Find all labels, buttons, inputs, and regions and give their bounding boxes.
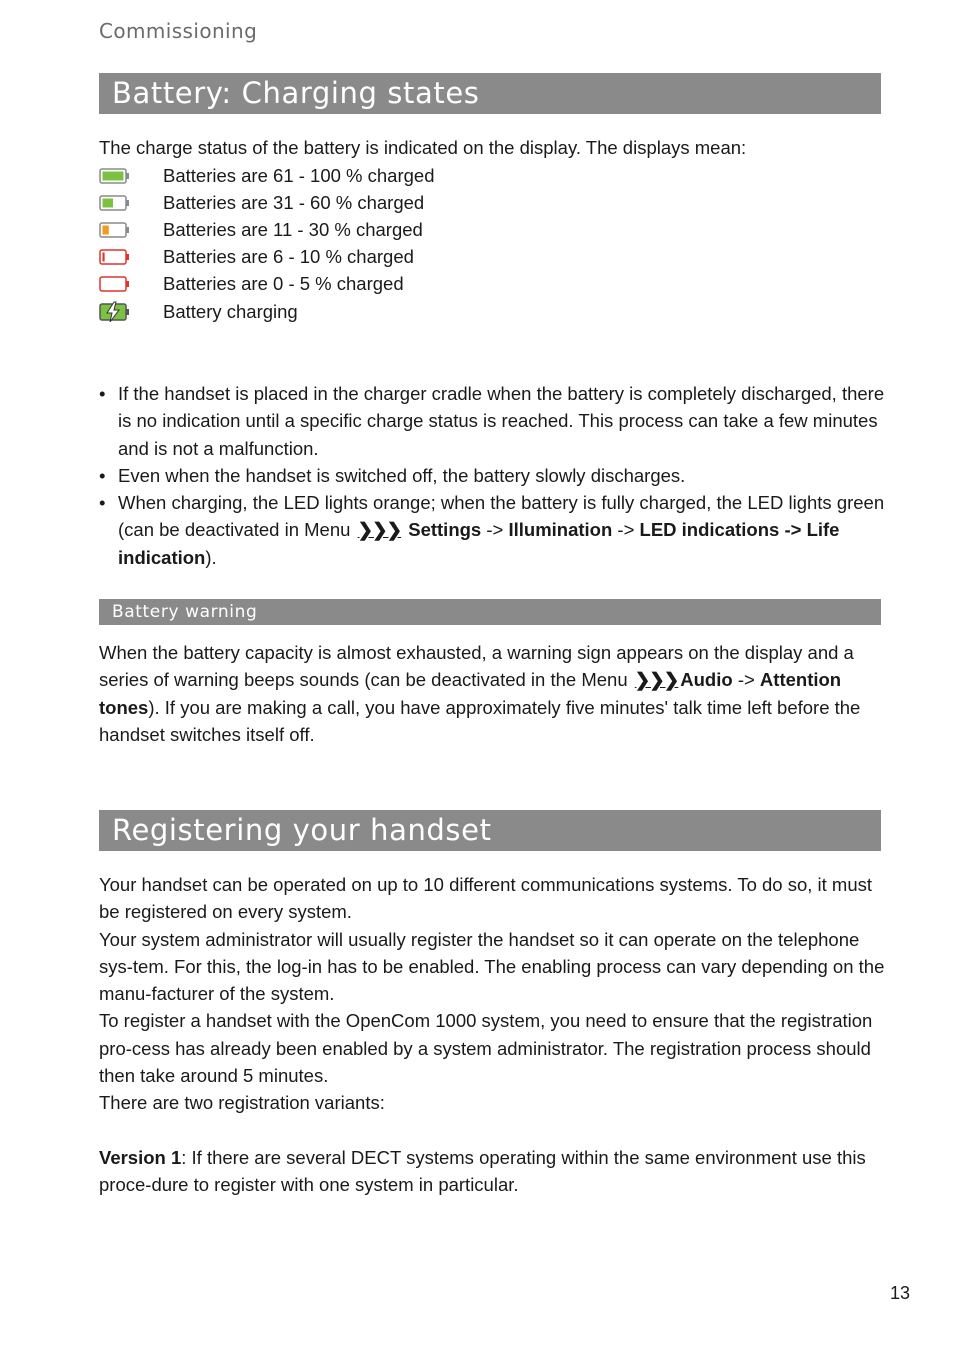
list-item — [99, 489, 889, 571]
state-row — [99, 298, 599, 325]
version-paragraph — [99, 1144, 889, 1199]
state-label: Batteries are 31 - 60 % charged — [163, 191, 425, 213]
battery-charging-icon — [99, 298, 163, 325]
paragraph: Your system administrator will usually register the handset so it can operate on the telephone sys-tem. For this, the log-in has to be enabled. The enabling process can vary depending on the manu-facturer of the system. — [99, 928, 885, 1005]
menu-separator: -> — [617, 519, 635, 541]
menu-path-settings: Settings — [408, 519, 482, 541]
state-label: Batteries are 61 - 100 % charged — [163, 164, 435, 186]
menu-path-illumination: Illumination — [508, 519, 613, 541]
state-row — [99, 162, 599, 189]
battery-low-icon — [99, 216, 163, 243]
warning-text-end: ). If you are making a call, you have approximately five minutes' talk time left before the handset switches itself off. — [99, 696, 861, 745]
registering-body — [99, 871, 889, 1199]
state-label: Batteries are 0 - 5 % charged — [163, 273, 404, 295]
battery-warning-paragraph — [99, 639, 889, 748]
version-text: : If there are several DECT systems operating within the same environment use this proce-dure to register with one system in particular. — [99, 1146, 866, 1196]
version-label: Version 1 — [99, 1146, 182, 1168]
menu-separator: -> — [737, 669, 755, 691]
battery-half-icon — [99, 189, 163, 216]
paragraph: There are two registration variants: — [99, 1092, 385, 1114]
menu-chevrons-icon: ❯❯❯ — [357, 519, 402, 541]
section-title-charging-states: Battery: Charging states — [99, 73, 881, 114]
state-row — [99, 189, 599, 216]
menu-path-led-indications: LED indications -> Life indication — [118, 519, 840, 568]
menu-separator: -> — [486, 519, 504, 541]
note-text: Even when the handset is switched off, the battery slowly discharges. — [118, 464, 686, 486]
charging-states-list — [99, 162, 599, 325]
note-text: If the handset is placed in the charger cradle when the battery is completely discharged, there is no indication until a specific charge status is reached. This process can take a few minutes and is not a malfunction. — [118, 383, 885, 459]
charging-intro: The charge status of the battery is indicated on the display. The displays mean: — [99, 137, 747, 158]
warning-text: When the battery capacity is almost exhausted, a warning sign appears on the display and a series of warning beeps sounds (can be deactivated in the Menu — [99, 642, 854, 691]
list-item — [99, 380, 889, 462]
menu-path-audio: Audio — [680, 669, 733, 691]
bullet-icon: • — [99, 464, 106, 486]
menu-path-attention-tones: Attention tones — [99, 669, 842, 718]
state-label: Batteries are 11 - 30 % charged — [163, 218, 423, 240]
bullet-icon: • — [99, 383, 106, 404]
charging-notes-list — [99, 380, 889, 571]
paragraph: To register a handset with the OpenCom 1000 system, you need to ensure that the registration pro-cess has already been enabled by a system administrator. The registration process should then take around 5 minutes. — [99, 1010, 873, 1087]
battery-full-icon — [99, 162, 163, 189]
battery-empty-icon — [99, 271, 163, 298]
state-label: Battery charging — [163, 300, 298, 322]
note-text-end: ). — [205, 546, 217, 568]
state-label: Batteries are 6 - 10 % charged — [163, 246, 414, 268]
paragraph: Your handset can be operated on up to 10 different communications systems. To do so, it must be registered on every system. — [99, 874, 873, 923]
note-text: When charging, the LED lights orange; when the battery is fully charged, the LED lights green (can be deactivated in Menu — [118, 492, 885, 541]
state-row — [99, 216, 599, 243]
list-item — [99, 462, 889, 489]
section-title-registering: Registering your handset — [99, 810, 881, 851]
state-row — [99, 244, 599, 271]
battery-very-low-icon — [99, 244, 163, 271]
menu-chevrons-icon: ❯❯❯ — [634, 669, 679, 691]
state-row — [99, 271, 599, 298]
running-head: Commissioning — [99, 19, 258, 43]
subsection-title-battery-warning: Battery warning — [99, 599, 881, 625]
bullet-icon: • — [99, 492, 106, 514]
page-number: 13 — [890, 1283, 911, 1303]
